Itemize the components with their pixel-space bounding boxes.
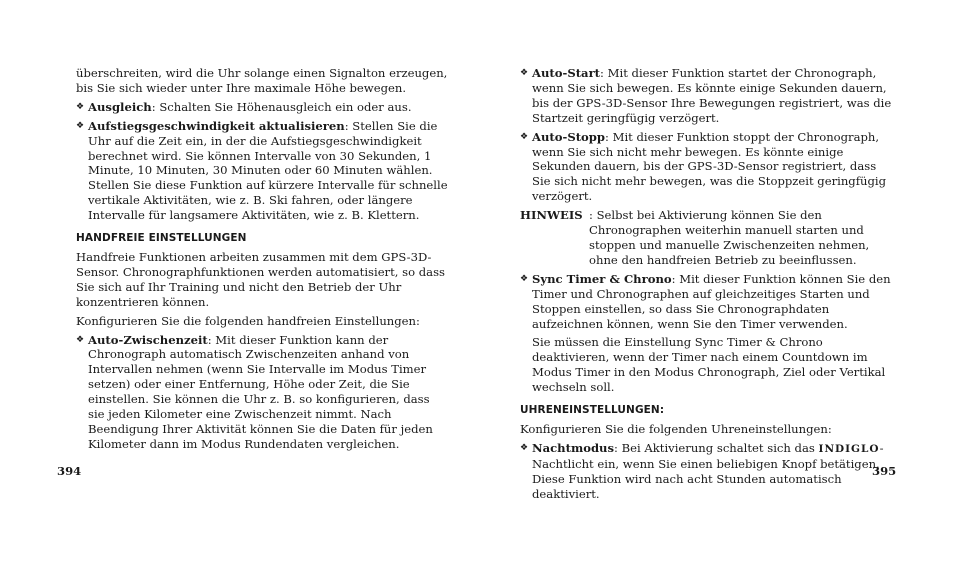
diamond-bullet-icon: ❖ bbox=[520, 273, 529, 284]
paragraph: Handfreie Funktionen arbeiten zusammen mit dem GPS-3D-Sensor. Chronographfunktionen werden automatisiert, so dass Sie sich auf Ihr Training und nicht den Betrieb der Uhr konzentrieren können. bbox=[76, 249, 445, 309]
page-number-left: 394 bbox=[57, 464, 82, 478]
description: : Mit dieser Funktion startet der Chronograph, wenn Sie sich bewegen. Es könnte einige Sekunden dauern, bis der GPS-3D-Sensor Ihre Bewegungen registriert, was die Startzeit geringfügig verzögert. bbox=[532, 66, 892, 125]
term: Ausgleich bbox=[88, 99, 152, 114]
description: : Bei Aktivierung schaltet sich das bbox=[614, 440, 819, 455]
description: : Schalten Sie Höhenausgleich ein oder aus. bbox=[151, 99, 412, 114]
list-item-aufstiegsgeschwindigkeit bbox=[76, 119, 448, 223]
list-item-ausgleich bbox=[76, 100, 448, 115]
section-heading-handfrei: HANDFREIE EINSTELLUNGEN bbox=[76, 232, 247, 245]
page-number-right: 395 bbox=[872, 464, 897, 478]
right-page bbox=[520, 66, 895, 505]
term: Sync Timer & Chrono bbox=[532, 271, 672, 286]
description: : Mit dieser Funktion stoppt der Chronograph, wenn Sie sich nicht mehr bewegen. Es könnte einige Sekunden dauern, bis der GPS-3D-Sensor registriert, dass Sie sich nicht mehr bewegen, was die Stoppzeit geringfügig verzögert. bbox=[532, 129, 887, 204]
diamond-bullet-icon: ❖ bbox=[520, 442, 529, 453]
term: Auto-Zwischenzeit bbox=[88, 332, 208, 347]
list-item-auto-zwischenzeit bbox=[76, 333, 448, 452]
diamond-bullet-icon: ❖ bbox=[76, 120, 85, 131]
term: Nachtmodus bbox=[532, 440, 615, 455]
term: Auto-Start bbox=[532, 66, 601, 80]
description: : Stellen Sie die Uhr auf die Zeit ein, in der die Aufstiegsgeschwindigkeit berechnet wird. Sie können Intervalle von 30 Sekunden, 1 Minute, 10 Minuten, 30 Minuten oder 60 Minuten wählen. Stellen Sie diese Funktion auf kürzere Intervalle für schnelle vertikale Aktivitäten, wie z. B. Ski fahren, oder längere Intervalle für langsamere Aktivitäten, wie z. B. Klettern. bbox=[88, 118, 448, 223]
note-label: HINWEIS bbox=[520, 208, 583, 223]
paragraph: Konfigurieren Sie die folgenden handfreien Einstellungen: bbox=[76, 313, 420, 328]
brand-name: INDIGLO bbox=[818, 442, 880, 455]
sync-timer-paragraph: Sie müssen die Einstellung Sync Timer & Chrono deaktivieren, wenn der Timer nach einem Countdown im Modus Timer in den Modus Chronograph, Ziel oder Vertikal wechseln soll. bbox=[532, 335, 886, 395]
diamond-bullet-icon: ❖ bbox=[520, 131, 529, 142]
description: : Mit dieser Funktion können Sie den Timer und Chronographen auf gleichzeitiges Starten und Stoppen einstellen, so dass Sie Chronographdaten aufzeichnen können, wenn Sie den Timer verwenden. bbox=[532, 271, 891, 331]
diamond-bullet-icon: ❖ bbox=[76, 101, 85, 112]
intro-paragraph: überschreiten, wird die Uhr solange einen Signalton erzeugen, bis Sie sich wieder unter Ihre maximale Höhe bewegen. bbox=[76, 66, 448, 95]
description: : Mit dieser Funktion kann der Chronograph automatisch Zwischenzeiten anhand von Intervallen nehmen (wenn Sie Intervalle im Modus Timer setzen) oder einer Entfernung, Höhe oder Zeit, die Sie einstellen. Sie können die Uhr z. B. so konfigurieren, dass sie jeden Kilometer eine Zwischenzeit nimmt. Nach Beendigung Ihrer Aktivität können Sie die Daten für jeden Kilometer dann im Modus Rundendaten vergleichen. bbox=[88, 332, 433, 451]
term: Auto-Stopp bbox=[532, 129, 605, 144]
note-block bbox=[520, 208, 895, 268]
list-item-auto-stopp bbox=[520, 130, 895, 205]
description: -Nachtlicht ein, wenn Sie einen beliebigen Knopf betätigen. Diese Funktion wird nach acht Stunden automatisch deaktiviert. bbox=[532, 440, 884, 501]
diamond-bullet-icon: ❖ bbox=[76, 334, 85, 345]
list-item-auto-start bbox=[520, 66, 895, 126]
left-page bbox=[76, 66, 448, 456]
section-heading-uhreneinstellungen: UHRENEINSTELLUNGEN: bbox=[520, 404, 665, 417]
diamond-bullet-icon: ❖ bbox=[520, 68, 529, 78]
paragraph: Konfigurieren Sie die folgenden Uhreneinstellungen: bbox=[520, 421, 832, 436]
list-item-sync-timer bbox=[520, 272, 895, 332]
list-item-nachtmodus bbox=[520, 441, 895, 502]
term: Aufstiegsgeschwindigkeit aktualisieren bbox=[88, 118, 345, 133]
note-text: : Selbst bei Aktivierung können Sie den Chronographen weiterhin manuell starten und stoppen und manuelle Zwischenzeiten nehmen, ohne den handfreien Betrieb zu beeinflussen. bbox=[589, 208, 870, 267]
